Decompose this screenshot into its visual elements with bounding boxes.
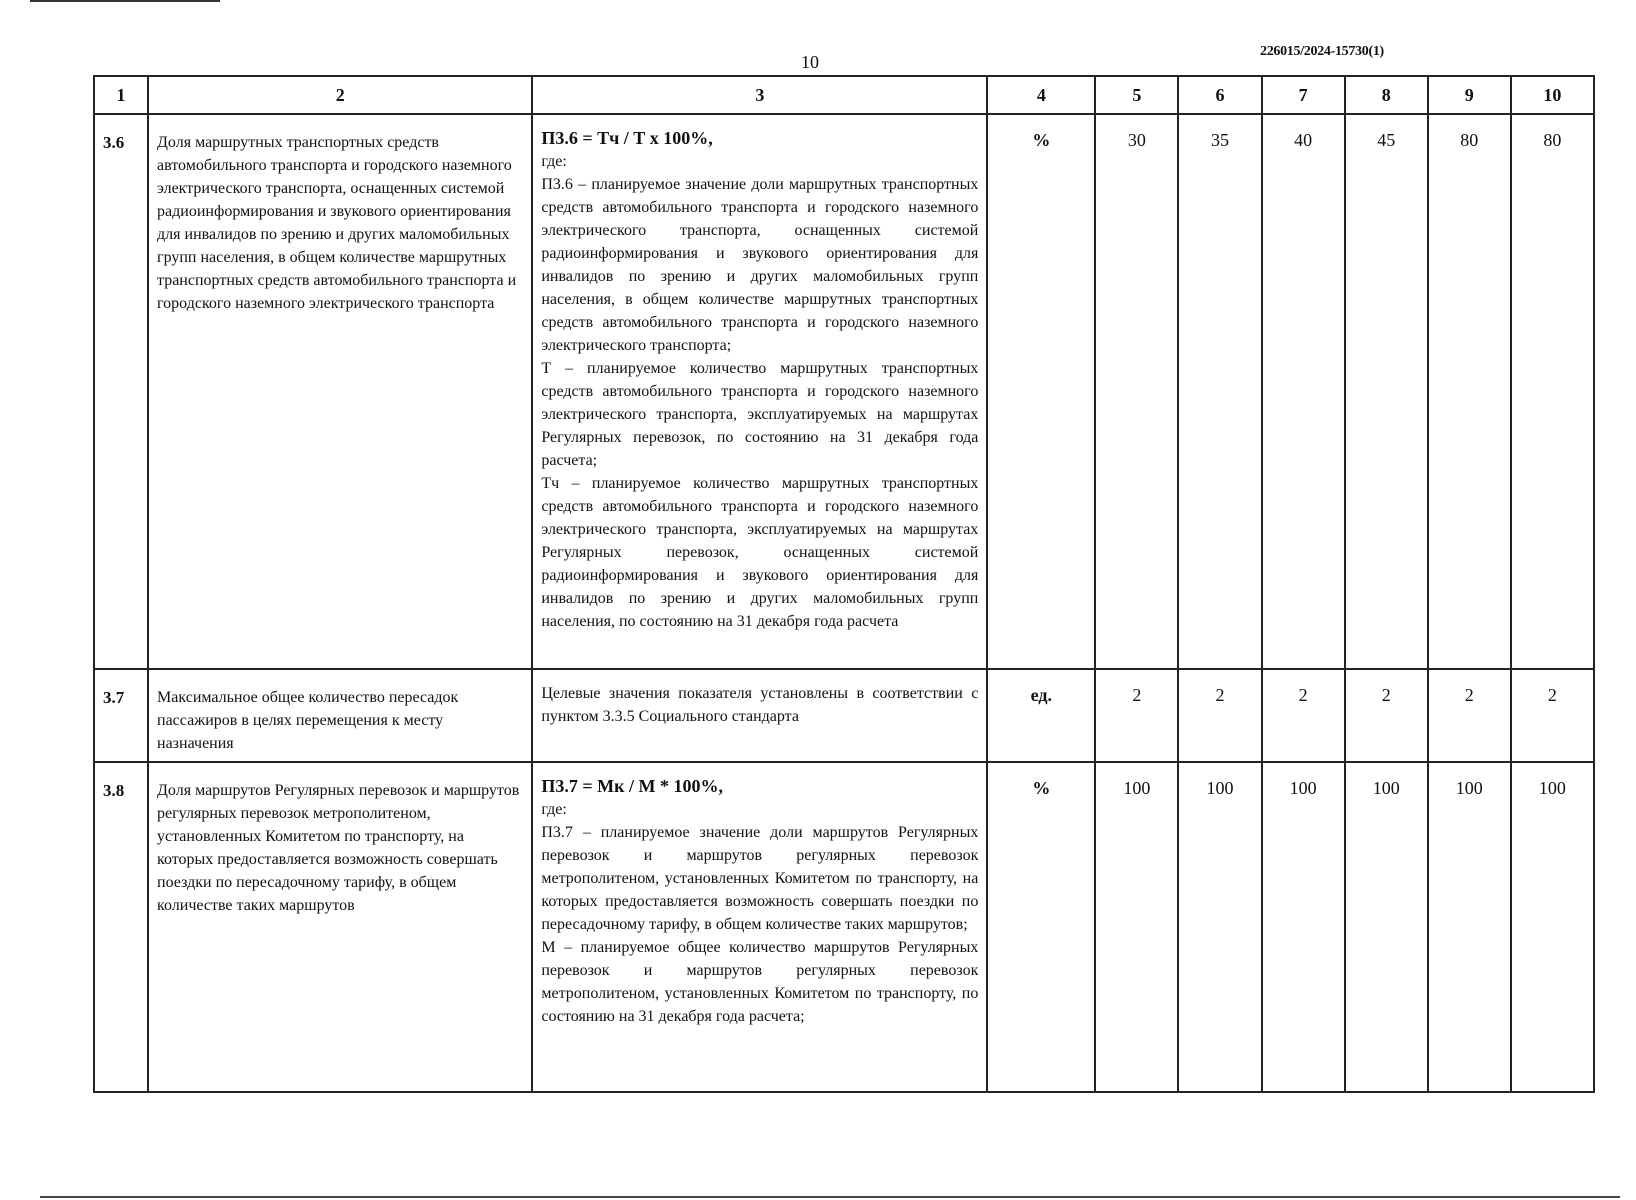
header-cell: 9: [1428, 76, 1511, 114]
value-cell: 2: [1511, 669, 1594, 762]
value-cell: 100: [1095, 762, 1178, 1092]
formula-definition: П3.6 – планируемое значение доли маршрутных транспортных средств автомобильного транспорта и городского наземного электрического транспорта, оснащенных системой радиоинформирования и звукового ориентирования для инвалидов по зрению и других маломобильных групп населения, в общем количестве маршрутных транспортных средств автомобильного транспорта и городского наземного электрического транспорта;: [541, 176, 979, 354]
value-cell: 2: [1178, 669, 1261, 762]
document-reference: 226015/2024-15730(1): [1260, 44, 1384, 59]
row-number: 3.6: [94, 114, 148, 669]
indicator-name: Доля маршрутных транспортных средств автомобильного транспорта и городского наземного электрического транспорта, оснащенных системой радиоинформирования и звукового ориентирования для инвалидов по зрению и других маломобильных групп населения, в общем количестве маршрутных транспортных средств автомобильного транспорта и городского наземного электрического транспорта: [148, 114, 532, 669]
unit-cell: ед.: [987, 669, 1095, 762]
formula-definition: Тч – планируемое количество маршрутных транспортных средств автомобильного транспорта и городского наземного электрического транспорта, эксплуатируемых на маршрутах Регулярных перевозок, оснащенных системой радиоинформирования и звукового ориентирования для инвалидов по зрению и других маломобильных групп населения, по состоянию на 31 декабря года расчета: [541, 475, 979, 630]
table-header-row: [94, 76, 1594, 114]
value-cell: 80: [1428, 114, 1511, 669]
header-cell: 3: [532, 76, 987, 114]
header-cell: 8: [1345, 76, 1428, 114]
value-cell: 2: [1262, 669, 1345, 762]
value-cell: 45: [1345, 114, 1428, 669]
header-cell: 5: [1095, 76, 1178, 114]
formula-definition: Т – планируемое количество маршрутных транспортных средств автомобильного транспорта и городского наземного электрического транспорта, эксплуатируемых на маршрутах Регулярных перевозок, по состоянию на 31 декабря года расчета;: [541, 360, 979, 469]
value-cell: 40: [1262, 114, 1345, 669]
calculation-method: [532, 114, 987, 669]
indicators-table: [93, 75, 1595, 1093]
calculation-method: [532, 762, 987, 1092]
formula: П3.6 = Тч / Т х 100%,: [541, 128, 713, 148]
value-cell: 30: [1095, 114, 1178, 669]
indicator-name: Доля маршрутов Регулярных перевозок и маршрутов регулярных перевозок метрополитеном, установленных Комитетом по транспорту, на которых предоставляется возможность совершать поездки по пересадочному тарифу, в общем количестве таких маршрутов: [148, 762, 532, 1092]
value-cell: 35: [1178, 114, 1261, 669]
top-edge-rule: [30, 0, 220, 2]
calculation-method: Целевые значения показателя установлены в соответствии с пунктом 3.3.5 Социального стандарта: [532, 669, 987, 762]
value-cell: 100: [1345, 762, 1428, 1092]
header-cell: 2: [148, 76, 532, 114]
value-cell: 2: [1428, 669, 1511, 762]
formula-definition: П3.7 – планируемое значение доли маршрутов Регулярных перевозок и маршрутов регулярных перевозок метрополитеном, установленных Комитетом по транспорту, на которых предоставляется возможность совершать поездки по пересадочному тарифу, в общем количестве таких маршрутов;: [541, 824, 979, 933]
formula-where: где:: [541, 801, 567, 818]
header-cell: 6: [1178, 76, 1261, 114]
indicator-name: Максимальное общее количество пересадок пассажиров в целях перемещения к месту назначения: [148, 669, 532, 762]
value-cell: 2: [1345, 669, 1428, 762]
bottom-edge-rule: [40, 1196, 1620, 1198]
formula: П3.7 = Мк / М * 100%,: [541, 776, 723, 796]
header-cell: 10: [1511, 76, 1594, 114]
value-cell: 100: [1511, 762, 1594, 1092]
unit-cell: %: [987, 114, 1095, 669]
header-cell: 4: [987, 76, 1095, 114]
unit-cell: %: [987, 762, 1095, 1092]
value-cell: 2: [1095, 669, 1178, 762]
table-row: [94, 762, 1594, 1092]
row-number: 3.8: [94, 762, 148, 1092]
row-number: 3.7: [94, 669, 148, 762]
header-cell: 7: [1262, 76, 1345, 114]
formula-definition: М – планируемое общее количество маршрутов Регулярных перевозок и маршрутов регулярных перевозок метрополитеном, установленных Комитетом по транспорту, по состоянию на 31 декабря года расчета;: [541, 939, 979, 1025]
page-number: 10: [801, 52, 819, 72]
table-row: [94, 114, 1594, 669]
value-cell: 100: [1428, 762, 1511, 1092]
header-cell: 1: [94, 76, 148, 114]
value-cell: 80: [1511, 114, 1594, 669]
value-cell: 100: [1178, 762, 1261, 1092]
formula-where: где:: [541, 153, 567, 170]
value-cell: 100: [1262, 762, 1345, 1092]
table-row: [94, 669, 1594, 762]
